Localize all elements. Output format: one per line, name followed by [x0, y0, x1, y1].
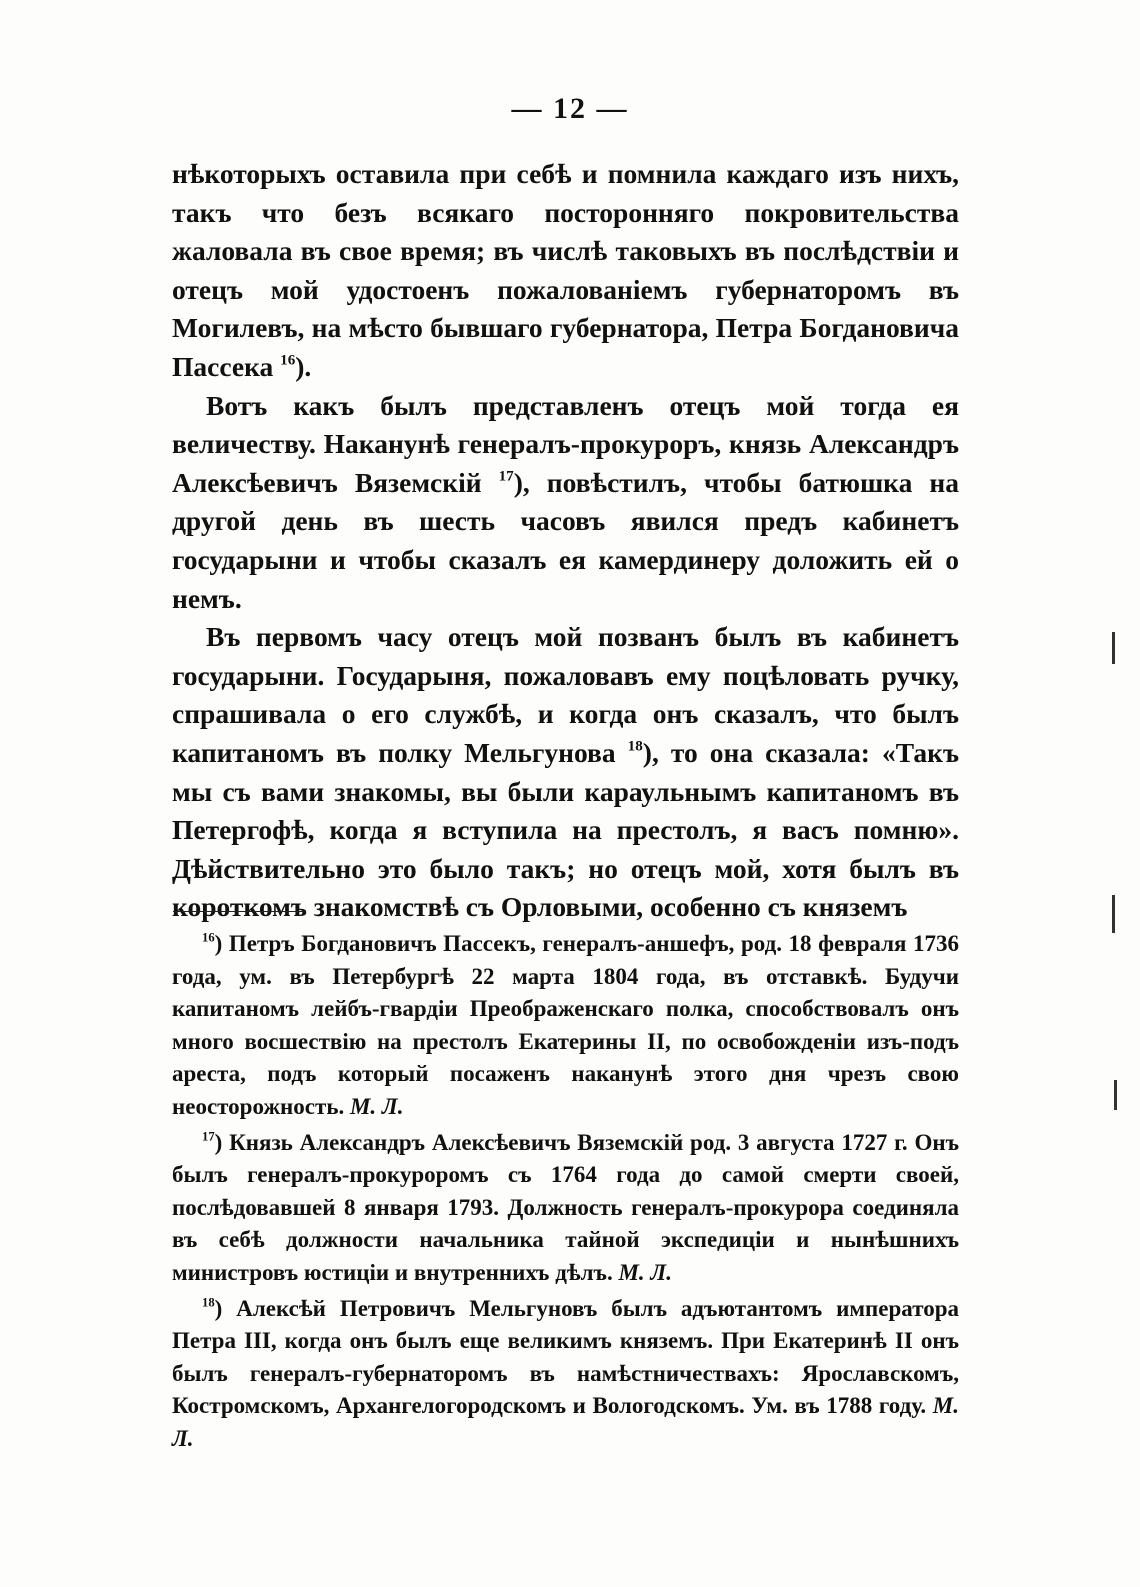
paragraph [172, 155, 959, 387]
footnote-signature: М. Л. [172, 1393, 959, 1451]
footnote-ref: 17 [498, 468, 514, 485]
footnote-text: ) Алексѣй Петровичъ Мельгуновъ былъ адъютантомъ императора Петра III, когда онъ былъ еще великимъ княземъ. При Екатеринѣ II онъ былъ генералъ-губернаторомъ въ намѣстничествахъ: Ярославскомъ, Костромскомъ, Архангелогородскомъ и Вологодскомъ. Ум. въ 1788 году. [172, 1295, 959, 1419]
footnote-text: ) Князь Александръ Алексѣевичъ Вяземскій род. 3 августа 1727 г. Онъ былъ генералъ-прокуроромъ съ 1764 года до самой смерти своей, послѣдовавшей 8 января 1793. Должность генералъ-прокурора соединяла въ себѣ должности начальника тайной экспедиціи и нынѣшнихъ министровъ юстиціи и внутреннихъ дѣлъ. [172, 1129, 959, 1285]
footnote [172, 1127, 959, 1290]
scan-mark [1112, 632, 1115, 664]
footnote-signature: М. Л. [349, 1093, 404, 1119]
footnote-divider [173, 911, 305, 912]
footnote-number: 17 [202, 1129, 215, 1144]
paragraph-text: Вотъ какъ былъ представленъ отецъ мой тогда ея величеству. Наканунѣ генералъ-прокуроръ, князь Александръ Алексѣевичъ Вяземскій [172, 389, 959, 498]
footnote [172, 928, 959, 1124]
footnote-number: 16 [202, 930, 215, 945]
paragraph-text: нѣкоторыхъ оставила при себѣ и помнила каждаго изъ нихъ, такъ что безъ всякаго посторонняго покровительства жаловала въ свое время; въ числѣ таковыхъ въ послѣдствіи и отецъ мой удостоенъ пожалованіемъ губернаторомъ въ Могилевъ, на мѣсто бывшаго губернатора, Петра Богдановича Пассека [172, 158, 959, 382]
paragraph-text: ). [295, 350, 312, 382]
paragraph [172, 618, 959, 927]
footnote-ref: 18 [627, 738, 643, 755]
main-text [172, 155, 959, 927]
footnote-text: ) Петръ Богдановичъ Пассекъ, генералъ-аншефъ, род. 18 февраля 1736 года, ум. въ Петербургѣ 22 марта 1804 года, въ отставкѣ. Будучи капитаномъ лейбъ-гвардіи Преображенскаго полка, способствовалъ онъ много восшествію на престолъ Екатерины II, по освобожденіи изъ-подъ ареста, подъ который посаженъ наканунѣ этого дня чрезъ свою неосторожность. [172, 931, 959, 1119]
page-number: — 12 — [511, 92, 629, 125]
footnote-number: 18 [202, 1295, 215, 1310]
footnotes [172, 928, 959, 1459]
paragraph-text: ), то она сказала: «Такъ мы съ вами знакомы, вы были караульнымъ капитаномъ въ Петергофѣ, когда я вступила на престолъ, я васъ помню». Дѣйствительно это было такъ; но отецъ мой, хотя былъ въ короткомъ знакомствѣ съ Орловыми, особенно съ княземъ [172, 736, 959, 923]
footnote-ref: 16 [280, 352, 296, 369]
scan-mark [1114, 1080, 1117, 1110]
footnote [172, 1293, 959, 1456]
paragraph-text: ), повѣстилъ, чтобы батюшка на другой день въ шесть часовъ явился предъ кабинетъ государыни и чтобы сказалъ ея камердинеру доложить ей о немъ. [172, 466, 959, 614]
scan-mark [1112, 895, 1115, 933]
footnote-signature: М. Л. [618, 1259, 672, 1285]
paragraph [172, 387, 959, 619]
paragraph-text: Въ первомъ часу отецъ мой позванъ былъ въ кабинетъ государыни. Государыня, пожаловавъ ему поцѣловать ручку, спрашивала о его службѣ, и когда онъ сказалъ, что былъ капитаномъ въ полку Мельгунова [172, 621, 959, 768]
